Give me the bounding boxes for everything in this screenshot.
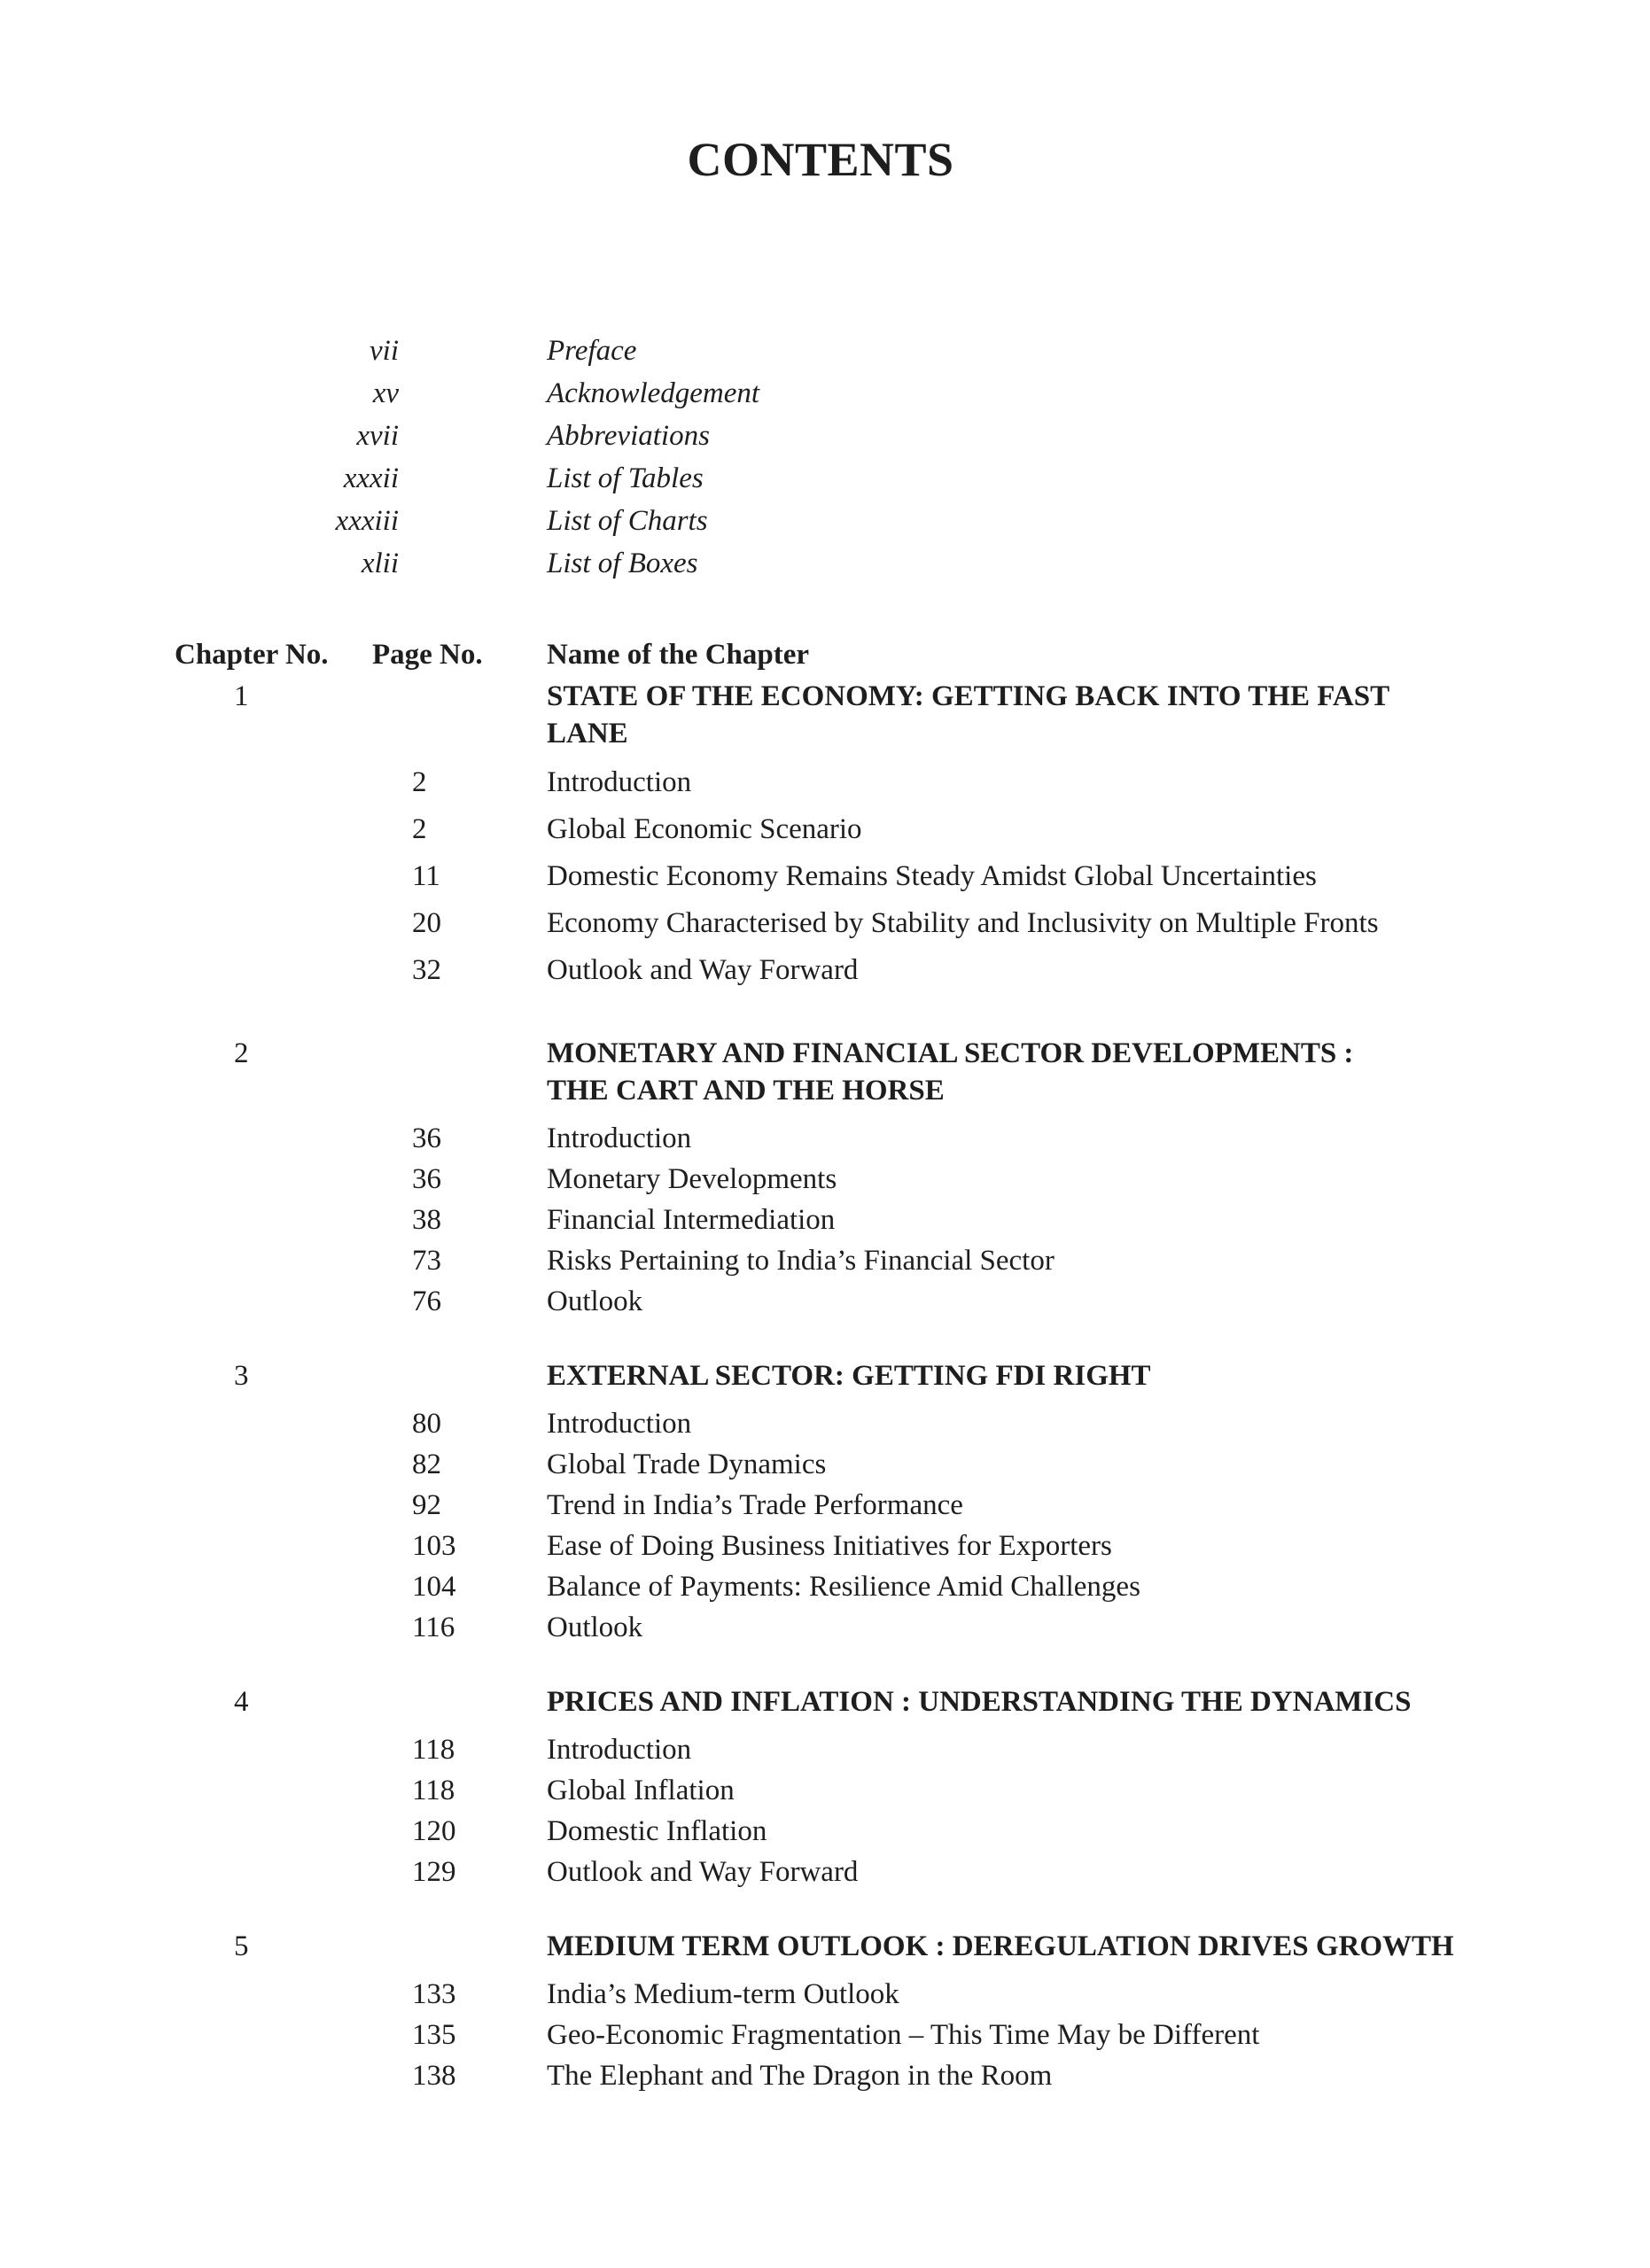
chapter-block	[142, 1035, 1499, 1322]
section-title: Domestic Economy Remains Steady Amidst Global Uncertainties	[547, 860, 1317, 892]
chapter-title-line: MEDIUM TERM OUTLOOK : DEREGULATION DRIVES GROWTH	[547, 1930, 1454, 1962]
section-title: Outlook and Way Forward	[547, 954, 859, 986]
section-page-number: 80	[412, 1408, 441, 1440]
front-matter-title: List of Charts	[547, 505, 708, 537]
front-matter-page-number: xvii	[356, 420, 399, 452]
section-title: Outlook and Way Forward	[547, 1856, 859, 1888]
chapter-block	[142, 1928, 1499, 2096]
section-title: Outlook	[547, 1612, 643, 1643]
section-row	[142, 1852, 1499, 1892]
front-matter-title: List of Tables	[547, 462, 704, 494]
chapter-number: 1	[234, 680, 249, 712]
section-row	[142, 1118, 1499, 1159]
chapter-title-line: LANE	[547, 718, 628, 750]
section-page-number: 118	[412, 1775, 455, 1806]
section-page-number: 135	[412, 2019, 456, 2051]
section-page-number: 129	[412, 1856, 456, 1888]
section-title: India’s Medium-term Outlook	[547, 1978, 899, 2010]
section-page-number: 2	[412, 813, 427, 845]
section-row	[142, 1974, 1499, 2015]
page-title: CONTENTS	[687, 133, 954, 186]
section-row	[142, 806, 1499, 853]
chapter-section-list	[142, 759, 1499, 994]
chapter-section-list	[142, 1729, 1499, 1892]
front-matter-list	[142, 330, 1499, 585]
chapter-number: 5	[234, 1930, 249, 1962]
section-page-number: 73	[412, 1245, 441, 1277]
chapter-title-line: MONETARY AND FINANCIAL SECTOR DEVELOPMENTS :	[547, 1037, 1354, 1069]
section-row	[142, 1240, 1499, 1281]
chapter-title-line: PRICES AND INFLATION : UNDERSTANDING THE DYNAMICS	[547, 1686, 1412, 1718]
front-matter-title: Abbreviations	[547, 420, 710, 452]
section-title: Global Inflation	[547, 1775, 735, 1806]
front-matter-title: Acknowledgement	[547, 377, 760, 409]
chapter-block	[142, 1683, 1499, 1892]
section-page-number: 2	[412, 766, 427, 798]
chapter-title-line: THE CART AND THE HORSE	[547, 1075, 945, 1107]
chapter-title-row	[142, 1928, 1499, 1965]
chapter-title	[547, 678, 1499, 752]
section-title: Balance of Payments: Resilience Amid Challenges	[547, 1571, 1140, 1603]
chapter-number: 2	[234, 1037, 249, 1069]
front-matter-page-number: xxxii	[343, 462, 399, 494]
section-title: Risks Pertaining to India’s Financial Sector	[547, 1245, 1055, 1277]
front-matter-page-number: xxxiii	[335, 505, 399, 537]
chapter-title	[547, 1035, 1499, 1109]
section-row	[142, 1607, 1499, 1648]
section-page-number: 82	[412, 1449, 441, 1480]
section-page-number: 20	[412, 907, 441, 939]
section-title: Introduction	[547, 1734, 692, 1766]
section-page-number: 76	[412, 1285, 441, 1317]
section-row	[142, 1403, 1499, 1444]
section-page-number: 36	[412, 1163, 441, 1195]
section-title: Ease of Doing Business Initiatives for Exporters	[547, 1530, 1112, 1562]
section-page-number: 138	[412, 2060, 456, 2092]
front-matter-title: Preface	[547, 335, 637, 367]
section-row	[142, 947, 1499, 994]
section-row	[142, 759, 1499, 806]
section-row	[142, 900, 1499, 947]
chapter-list	[142, 678, 1499, 2096]
chapter-title-row	[142, 1357, 1499, 1394]
section-row	[142, 1444, 1499, 1485]
section-title: Financial Intermediation	[547, 1204, 836, 1236]
section-row	[142, 1566, 1499, 1607]
section-title: Introduction	[547, 1122, 692, 1154]
section-page-number: 38	[412, 1204, 441, 1236]
front-matter-row	[142, 542, 1499, 585]
front-matter-row	[142, 500, 1499, 542]
section-page-number: 103	[412, 1530, 456, 1562]
chapter-section-list	[142, 1118, 1499, 1322]
section-title: Outlook	[547, 1285, 643, 1317]
front-matter-page-number: xlii	[361, 548, 399, 579]
section-title: Global Trade Dynamics	[547, 1449, 827, 1480]
section-page-number: 32	[412, 954, 441, 986]
section-title: Economy Characterised by Stability and Inclusivity on Multiple Fronts	[547, 907, 1379, 939]
section-page-number: 36	[412, 1122, 441, 1154]
chapter-number: 3	[234, 1360, 249, 1392]
chapter-block	[142, 678, 1499, 994]
section-page-number: 118	[412, 1734, 455, 1766]
table-header-row	[142, 633, 1499, 676]
section-title: Trend in India’s Trade Performance	[547, 1489, 963, 1521]
chapter-title	[547, 1928, 1499, 1965]
chapter-title-row	[142, 678, 1499, 752]
front-matter-page-number: xv	[372, 377, 399, 409]
chapter-title-row	[142, 1035, 1499, 1109]
chapter-title	[547, 1683, 1499, 1720]
section-page-number: 120	[412, 1815, 456, 1847]
front-matter-page-number: vii	[370, 335, 399, 367]
section-title: The Elephant and The Dragon in the Room	[547, 2060, 1053, 2092]
section-page-number: 11	[412, 860, 440, 892]
section-row	[142, 1811, 1499, 1852]
section-page-number: 116	[412, 1612, 455, 1643]
section-page-number: 104	[412, 1571, 456, 1603]
section-row	[142, 1526, 1499, 1566]
section-row	[142, 1770, 1499, 1811]
section-row	[142, 1200, 1499, 1240]
section-row	[142, 853, 1499, 900]
front-matter-title: List of Boxes	[547, 548, 698, 579]
section-title: Global Economic Scenario	[547, 813, 862, 845]
column-header-chapter-name: Name of the Chapter	[547, 639, 810, 671]
front-matter-row	[142, 457, 1499, 500]
chapter-section-list	[142, 1974, 1499, 2096]
section-title: Domestic Inflation	[547, 1815, 767, 1847]
chapter-title-line: STATE OF THE ECONOMY: GETTING BACK INTO THE FAST	[547, 680, 1390, 712]
front-matter-row	[142, 372, 1499, 415]
chapter-title-line: EXTERNAL SECTOR: GETTING FDI RIGHT	[547, 1360, 1151, 1392]
chapter-title	[547, 1357, 1499, 1394]
section-row	[142, 1485, 1499, 1526]
section-row	[142, 2015, 1499, 2055]
chapter-number: 4	[234, 1686, 249, 1718]
section-row	[142, 1159, 1499, 1200]
section-page-number: 133	[412, 1978, 456, 2010]
section-title: Introduction	[547, 766, 692, 798]
chapter-section-list	[142, 1403, 1499, 1648]
section-row	[142, 1729, 1499, 1770]
page-content	[0, 133, 1650, 2096]
front-matter-row	[142, 330, 1499, 372]
front-matter-row	[142, 415, 1499, 457]
section-page-number: 92	[412, 1489, 441, 1521]
section-row	[142, 2055, 1499, 2096]
column-header-page-no: Page No.	[372, 639, 483, 671]
section-title: Monetary Developments	[547, 1163, 837, 1195]
chapter-title-row	[142, 1683, 1499, 1720]
section-title: Geo-Economic Fragmentation – This Time May be Different	[547, 2019, 1260, 2051]
section-title: Introduction	[547, 1408, 692, 1440]
column-header-chapter-no: Chapter No.	[175, 639, 329, 671]
chapter-block	[142, 1357, 1499, 1648]
section-row	[142, 1281, 1499, 1322]
